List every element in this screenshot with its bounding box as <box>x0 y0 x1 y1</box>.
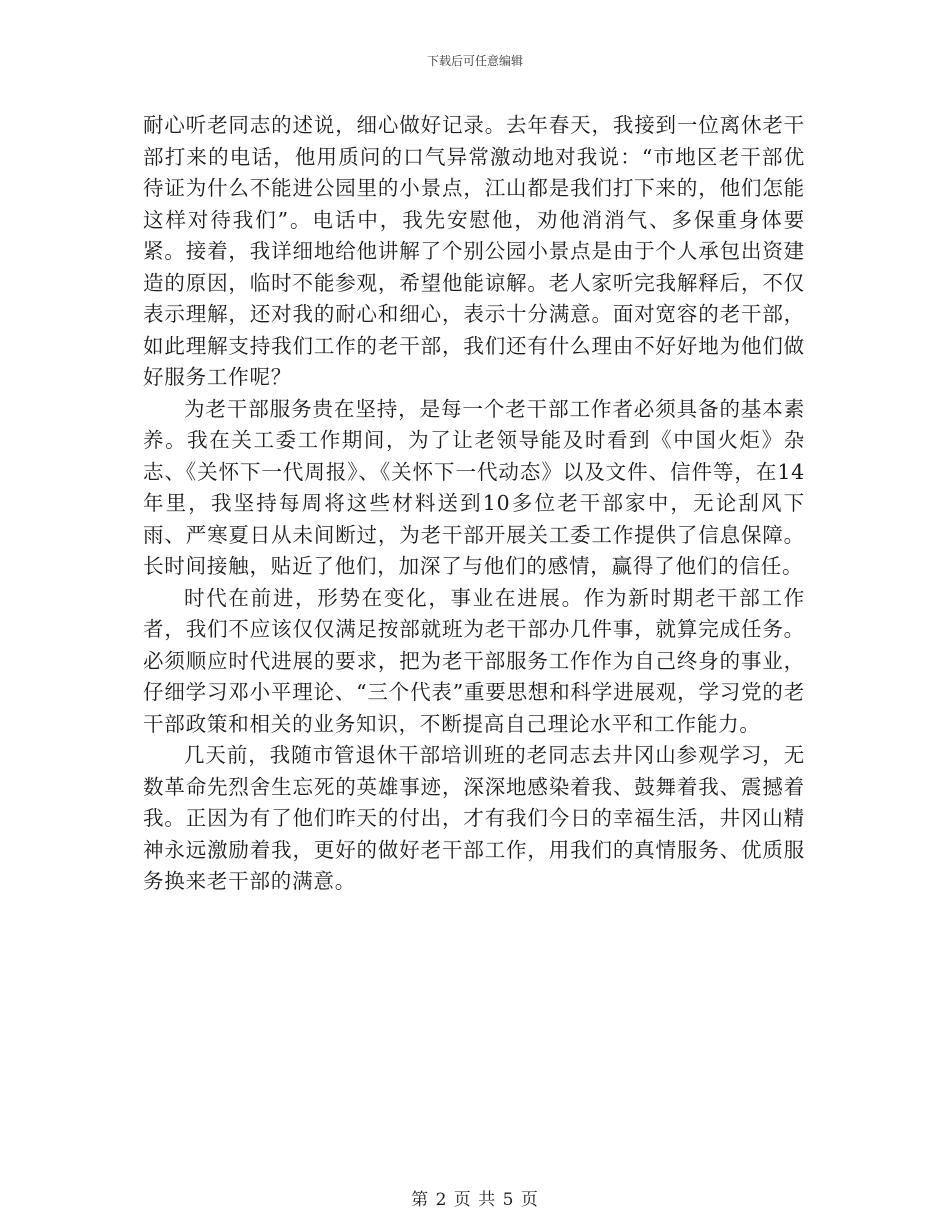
paragraph-3: 时代在前进，形势在变化，事业在进展。作为新时期老干部工作者，我们不应该仅仅满足按部就班为老干部办几件事，就算完成任务。必须顺应时代进展的要求，把为老干部服务工作作为自己终身的事业，仔细学习邓小平理论、“三个代表”重要思想和科学进展观，学习党的老干部政策和相关的业务知识，不断提高自己理论水平和工作能力。 <box>143 585 805 736</box>
document-body <box>143 110 805 898</box>
paragraph-2: 为老干部服务贵在坚持，是每一个老干部工作者必须具备的基本素养。我在关工委工作期间，为了让老领导能及时看到《中国火炬》杂志、《关怀下一代周报》、《关怀下一代动态》以及文件、信件等，在14年里，我坚持每周将这些材料送到10多位老干部家中，无论刮风下雨、严寒夏日从未间断过，为老干部开展关工委工作提供了信息保障。长时间接触，贴近了他们，加深了与他们的感情，赢得了他们的信任。 <box>143 396 805 578</box>
page-number-footer: 第 2 页 共 5 页 <box>411 1190 539 1210</box>
paragraph-4: 几天前，我随市管退休干部培训班的老同志去井冈山参观学习，无数革命先烈舍生忘死的英雄事迹，深深地感染着我、鼓舞着我、震撼着我。正因为有了他们昨天的付出，才有我们今日的幸福生活，井冈山精神永远激励着我，更好的做好老干部工作，用我们的真情服务、优质服务换来老干部的满意。 <box>143 743 805 893</box>
header-note: 下载后可任意编辑 <box>426 54 523 68</box>
paragraph-1: 耐心听老同志的述说，细心做好记录。去年春天，我接到一位离休老干部打来的电话，他用质问的口气异常激动地对我说：“市地区老干部优待证为什么不能进公园里的小景点，江山都是我们打下来的，他们怎能这样对待我们”。电话中，我先安慰他，劝他消消气、多保重身体要紧。接着，我详细地给他讲解了个别公园小景点是由于个人承包出资建造的原因，临时不能参观，希望他能谅解。老人家听完我解释后，不仅表示理解，还对我的耐心和细心，表示十分满意。面对宽容的老干部，如此理解支持我们工作的老干部，我们还有什么理由不好好地为他们做好服务工作呢？ <box>143 113 805 389</box>
